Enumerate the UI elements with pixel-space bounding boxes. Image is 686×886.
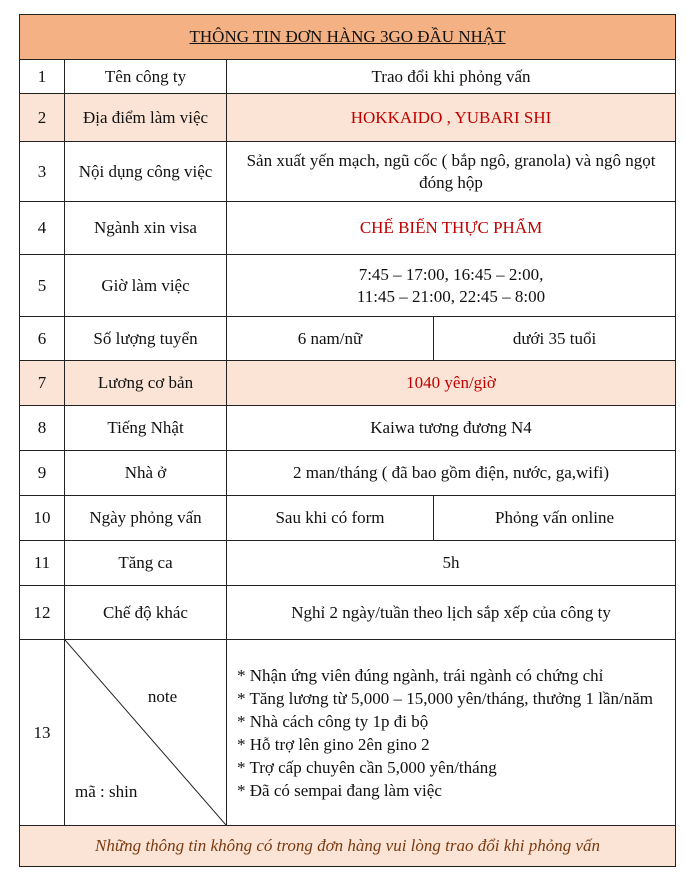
table-row [20, 94, 676, 142]
row-value: Sản xuất yến mạch, ngũ cốc ( bắp ngô, granola) và ngô ngọt đóng hộp [227, 142, 676, 202]
value-line: 11:45 – 21:00, 22:45 – 8:00 [356, 286, 546, 306]
row-number: 3 [20, 142, 65, 202]
row-number: 6 [20, 317, 65, 361]
row-number: 2 [20, 94, 65, 142]
row-label: Số lượng tuyển [65, 317, 227, 361]
table-title [20, 15, 676, 60]
row-value: 5h [227, 541, 676, 586]
table-row [20, 640, 676, 826]
row-value: 6 nam/nữ [227, 317, 434, 361]
diagonal-label-cell [65, 640, 227, 826]
note-item: * Nhận ứng viên đúng ngành, trái ngành có chứng chỉ [237, 665, 604, 685]
table-row [20, 406, 676, 451]
note-item: * Trợ cấp chuyên cần 5,000 yên/tháng [237, 757, 497, 777]
row-label: Giờ làm việc [65, 255, 227, 317]
notes-cell [227, 640, 676, 826]
table-row [20, 451, 676, 496]
row-value: HOKKAIDO , YUBARI SHI [227, 94, 676, 142]
row-label: Tăng ca [65, 541, 227, 586]
table-row [20, 60, 676, 94]
note-item: * Nhà cách công ty 1p đi bộ [237, 711, 429, 731]
row-value-secondary: Phỏng vấn online [434, 496, 676, 541]
row-label: Nhà ở [65, 451, 227, 496]
row-label: Nội dụng công việc [65, 142, 227, 202]
job-order-table [19, 14, 676, 867]
title-row [20, 15, 676, 60]
row-value: 1040 yên/giờ [227, 361, 676, 406]
note-label: note [147, 687, 178, 706]
row-label: Ngày phỏng vấn [65, 496, 227, 541]
row-number: 5 [20, 255, 65, 317]
note-item: * Hỗ trợ lên gino 2ên gino 2 [237, 734, 430, 754]
row-number: 1 [20, 60, 65, 94]
table-row [20, 541, 676, 586]
table-row [20, 586, 676, 640]
code-label: mã : shin [75, 782, 138, 801]
row-number: 13 [20, 640, 65, 826]
row-label: Lương cơ bản [65, 361, 227, 406]
row-number: 11 [20, 541, 65, 586]
row-label: Địa điểm làm việc [65, 94, 227, 142]
row-value: Sau khi có form [227, 496, 434, 541]
row-value: Trao đổi khi phỏng vấn [227, 60, 676, 94]
row-number: 12 [20, 586, 65, 640]
row-number: 4 [20, 202, 65, 255]
table-row [20, 142, 676, 202]
row-value: CHẾ BIẾN THỰC PHẨM [227, 202, 676, 255]
note-item: * Đã có sempai đang làm việc [237, 780, 442, 800]
footer-note: Những thông tin không có trong đơn hàng vui lòng trao đổi khi phỏng vấn [20, 826, 676, 867]
row-label: Tiếng Nhật [65, 406, 227, 451]
row-label: Ngành xin visa [65, 202, 227, 255]
row-label: Tên công ty [65, 60, 227, 94]
footer-row [20, 826, 676, 867]
value-line: 7:45 – 17:00, 16:45 – 2:00, [358, 264, 544, 284]
row-value-secondary: dưới 35 tuổi [434, 317, 676, 361]
row-value: 2 man/tháng ( đã bao gồm điện, nước, ga,wifi) [227, 451, 676, 496]
table-row [20, 496, 676, 541]
row-number: 10 [20, 496, 65, 541]
row-value: Nghỉ 2 ngày/tuần theo lịch sắp xếp của công ty [227, 586, 676, 640]
row-number: 9 [20, 451, 65, 496]
table-row [20, 317, 676, 361]
row-number: 8 [20, 406, 65, 451]
row-value: Kaiwa tương đương N4 [227, 406, 676, 451]
table-row [20, 255, 676, 317]
note-item: * Tăng lương từ 5,000 – 15,000 yên/tháng, thưởng 1 lần/năm [237, 688, 653, 708]
row-label: Chế độ khác [65, 586, 227, 640]
title-text: THÔNG TIN ĐƠN HÀNG 3GO ĐẦU NHẬT [189, 27, 506, 46]
row-number: 7 [20, 361, 65, 406]
table-row [20, 361, 676, 406]
row-value [227, 255, 676, 317]
table-row [20, 202, 676, 255]
